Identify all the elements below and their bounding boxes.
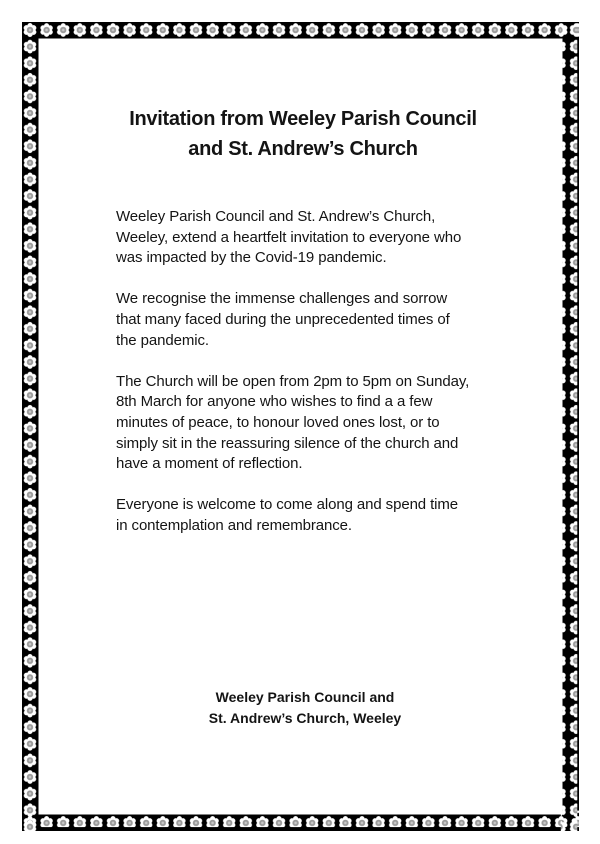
paragraph-recognition (116, 289, 516, 351)
text-line: have a moment of reflection. (116, 455, 303, 473)
text-line: simply sit in the reassuring silence of the church and (116, 434, 459, 452)
text-line: the pandemic. (116, 331, 209, 349)
text-line: minutes of peace, to honour loved ones lost, or to (116, 413, 440, 431)
text-line: Weeley, extend a heartfelt invitation to everyone who (116, 228, 462, 246)
text-line: 8th March for anyone who wishes to find a a few (116, 393, 433, 411)
text-line: Everyone is welcome to come along and spend time (116, 496, 459, 514)
paragraph-welcome (116, 495, 516, 536)
text-line: The Church will be open from 2pm to 5pm on Sunday, (116, 372, 470, 390)
text-line: in contemplation and remembrance. (116, 516, 352, 534)
text-line: that many faced during the unprecedented times of (116, 310, 450, 328)
signature-block (0, 687, 600, 729)
paragraph-opening-times (116, 372, 516, 475)
signature-line: St. Andrew’s Church, Weeley (208, 710, 402, 726)
text-line: was impacted by the Covid-19 pandemic. (116, 249, 387, 267)
title-line: and St. Andrew’s Church (188, 138, 418, 160)
invitation-body (116, 207, 516, 557)
text-line: Weeley Parish Council and St. Andrew’s Church, (116, 208, 436, 225)
signature-line: Weeley Parish Council and (215, 689, 395, 705)
paragraph-invitation (116, 207, 516, 269)
page-title (0, 104, 600, 164)
text-line: We recognise the immense challenges and sorrow (116, 290, 448, 308)
title-line: Invitation from Weeley Parish Council (129, 108, 477, 130)
